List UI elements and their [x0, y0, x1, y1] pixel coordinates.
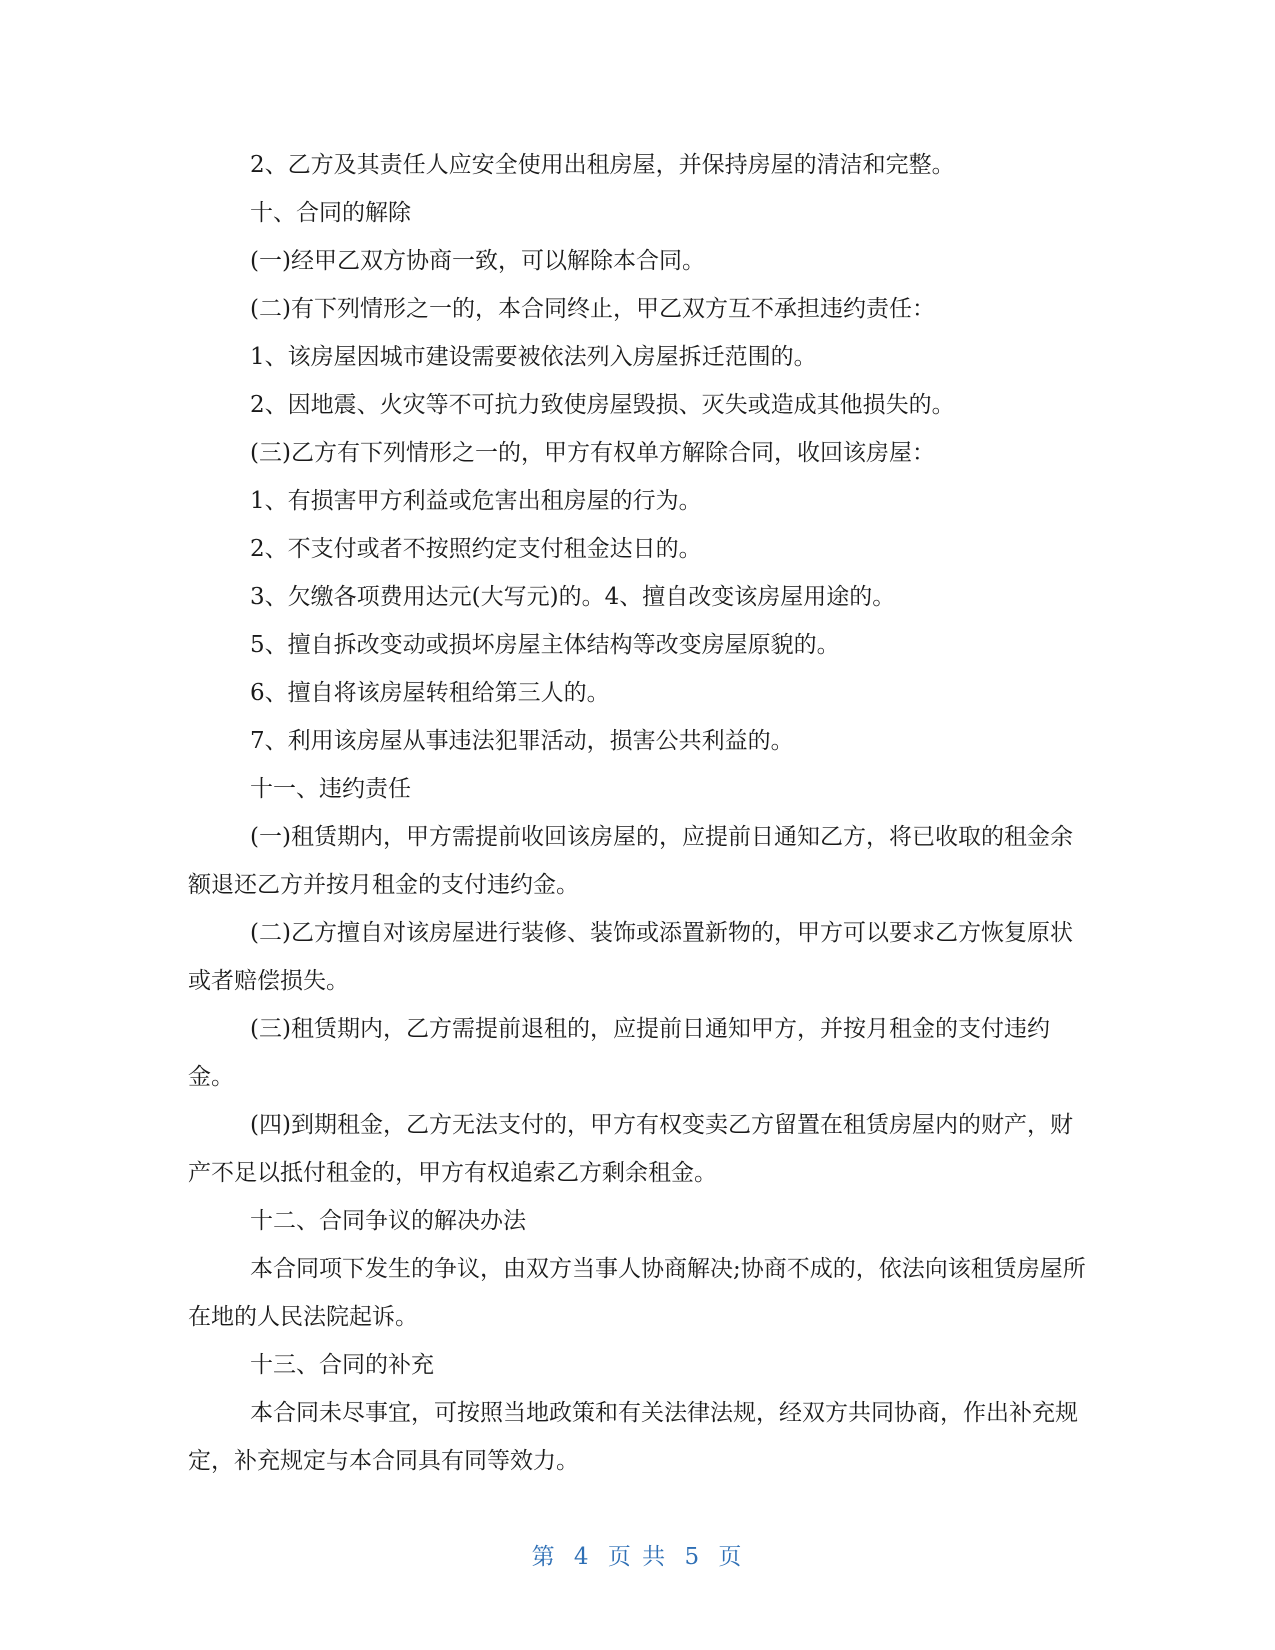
page-number-footer	[0, 1538, 1275, 1571]
paragraph: 1、有损害甲方利益或危害出租房屋的行为。	[250, 488, 702, 514]
paragraph: 本合同项下发生的争议，由双方当事人协商解决;协商不成的，依法向该租赁房屋所在地的人民法院起诉。	[188, 1256, 1086, 1330]
paragraph: 5、擅自拆改变动或损坏房屋主体结构等改变房屋原貌的。	[250, 632, 840, 658]
paragraph: 7、利用该房屋从事违法犯罪活动，损害公共利益的。	[250, 728, 794, 754]
paragraph: (四)到期租金，乙方无法支付的，甲方有权变卖乙方留置在租赁房屋内的财产，财产不足以抵付租金的，甲方有权追索乙方剩余租金。	[188, 1112, 1073, 1186]
paragraph: 2、不支付或者不按照约定支付租金达日的。	[250, 536, 702, 562]
section-heading: 十二、合同争议的解决办法	[250, 1208, 526, 1234]
footer-label-of: 页 共	[607, 1544, 668, 1570]
paragraph: 1、该房屋因城市建设需要被依法列入房屋拆迁范围的。	[250, 344, 817, 370]
document-body	[188, 141, 1088, 1485]
paragraph: (二)有下列情形之一的，本合同终止，甲乙双方互不承担违约责任：	[250, 296, 935, 322]
footer-total-pages: 5	[684, 1544, 702, 1570]
paragraph: (二)乙方擅自对该房屋进行装修、装饰或添置新物的，甲方可以要求乙方恢复原状或者赔偿损失。	[188, 920, 1073, 994]
footer-label-page: 第	[531, 1544, 557, 1570]
paragraph: (一)经甲乙双方协商一致，可以解除本合同。	[250, 248, 705, 274]
paragraph: (一)租赁期内，甲方需提前收回该房屋的，应提前日通知乙方，将已收取的租金余额退还乙方并按月租金的支付违约金。	[188, 824, 1073, 898]
section-heading: 十一、违约责任	[250, 776, 411, 802]
section-heading: 十、合同的解除	[250, 200, 411, 226]
paragraph: 2、乙方及其责任人应安全使用出租房屋，并保持房屋的清洁和完整。	[250, 152, 955, 178]
paragraph: 3、欠缴各项费用达元(大写元)的。4、擅自改变该房屋用途的。	[250, 584, 896, 610]
section-heading: 十三、合同的补充	[250, 1352, 434, 1378]
paragraph: (三)乙方有下列情形之一的，甲方有权单方解除合同，收回该房屋：	[250, 440, 935, 466]
paragraph: 2、因地震、火灾等不可抗力致使房屋毁损、灭失或造成其他损失的。	[250, 392, 955, 418]
paragraph: 6、擅自将该房屋转租给第三人的。	[250, 680, 610, 706]
footer-label-end: 页	[718, 1544, 744, 1570]
paragraph: 本合同未尽事宜，可按照当地政策和有关法律法规，经双方共同协商，作出补充规定，补充规定与本合同具有同等效力。	[188, 1400, 1078, 1474]
footer-current-page: 4	[573, 1544, 591, 1570]
paragraph: (三)租赁期内，乙方需提前退租的，应提前日通知甲方，并按月租金的支付违约金。	[188, 1016, 1050, 1090]
